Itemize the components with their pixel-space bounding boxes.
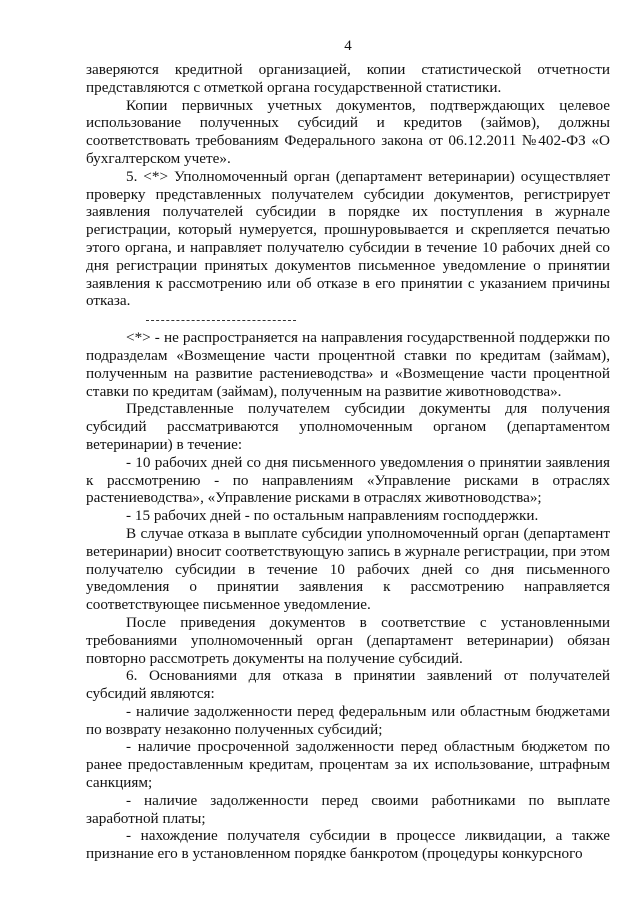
paragraph-primary-documents: Копии первичных учетных документов, подтверждающих целевое использование полученных субсидий и кредитов (займов), должны соответствовать требованиям Федерального закона от 06.12.2011 №402-ФЗ «О бухгалтерском учете». — [86, 96, 610, 167]
list-item-10-days: - 10 рабочих дней со дня письменного уведомления о принятии заявления к рассмотрению - по направлениям «Управление рисками в отраслях растениеводства», «Управление рисками в отраслях животноводства»; — [86, 453, 610, 507]
list-item-liquidation: - нахождение получателя субсидии в процессе ликвидации, а также признание его в установленном порядке банкротом (процедуры конкурсного — [86, 827, 610, 863]
paragraph-item-5: 5. <*> Уполномоченный орган (департамент ветеринарии) осуществляет проверку представленных получателем субсидии документов, регистрирует заявления получателей субсидии в порядке их поступления в журнале регистрации, который нумеруется, прошнуровывается и скрепляется печатью этого органа, и направляет получателю субсидии в течение 10 рабочих дней со дня регистрации принятых документов письменное уведомление о принятии заявления к рассмотрению или об отказе в его принятии с указанием причины отказа. — [86, 167, 610, 310]
list-item-salary-debt: - наличие задолженности перед своими работниками по выплате заработной платы; — [86, 791, 610, 827]
paragraph-item-6: 6. Основаниями для отказа в принятии заявлений от получателей субсидий являются: — [86, 667, 610, 703]
footnote-text: <*> - не распространяется на направления государственной поддержки по подразделам «Возмещение части процентной ставки по кредитам (займам), полученным на развитие растениеводства» и «Возмещение части процентной ставки по кредитам (займам), полученным на развитие животноводства». — [86, 329, 610, 400]
paragraph-review-terms: Представленные получателем субсидии документы для получения субсидий рассматриваются уполномоченным органом (департаментом ветеринарии) в течение: — [86, 400, 610, 453]
list-item-15-days: - 15 рабочих дней - по остальным направлениям господдержки. — [126, 507, 539, 525]
page-number: 4 — [344, 38, 352, 54]
paragraph-refusal: В случае отказа в выплате субсидии уполномоченный орган (департамент ветеринарии) вносит соответствующую запись в журнале регистрации, при этом получателю субсидии в течение 10 рабочих дней со дня письменного уведомления о принятии заявления к рассмотрению направляется соответствующее письменное уведомление. — [86, 524, 610, 614]
footnote-separator — [146, 320, 296, 321]
list-item-budget-debt: - наличие задолженности перед федеральным или областным бюджетами по возврату незаконно полученных субсидий; — [86, 702, 610, 738]
list-item-overdue-debt: - наличие просроченной задолженности перед областным бюджетом по ранее предоставленным кредитам, процентам за их использование, штрафным санкциям; — [86, 738, 610, 792]
paragraph-resubmission: После приведения документов в соответствие с установленными требованиями уполномоченный орган (департамент ветеринарии) обязан повторно рассмотреть документы на получение субсидий. — [86, 613, 610, 667]
paragraph-certification: заверяются кредитной организацией, копии статистической отчетности представляются с отметкой органа государственной статистики. — [86, 61, 610, 96]
